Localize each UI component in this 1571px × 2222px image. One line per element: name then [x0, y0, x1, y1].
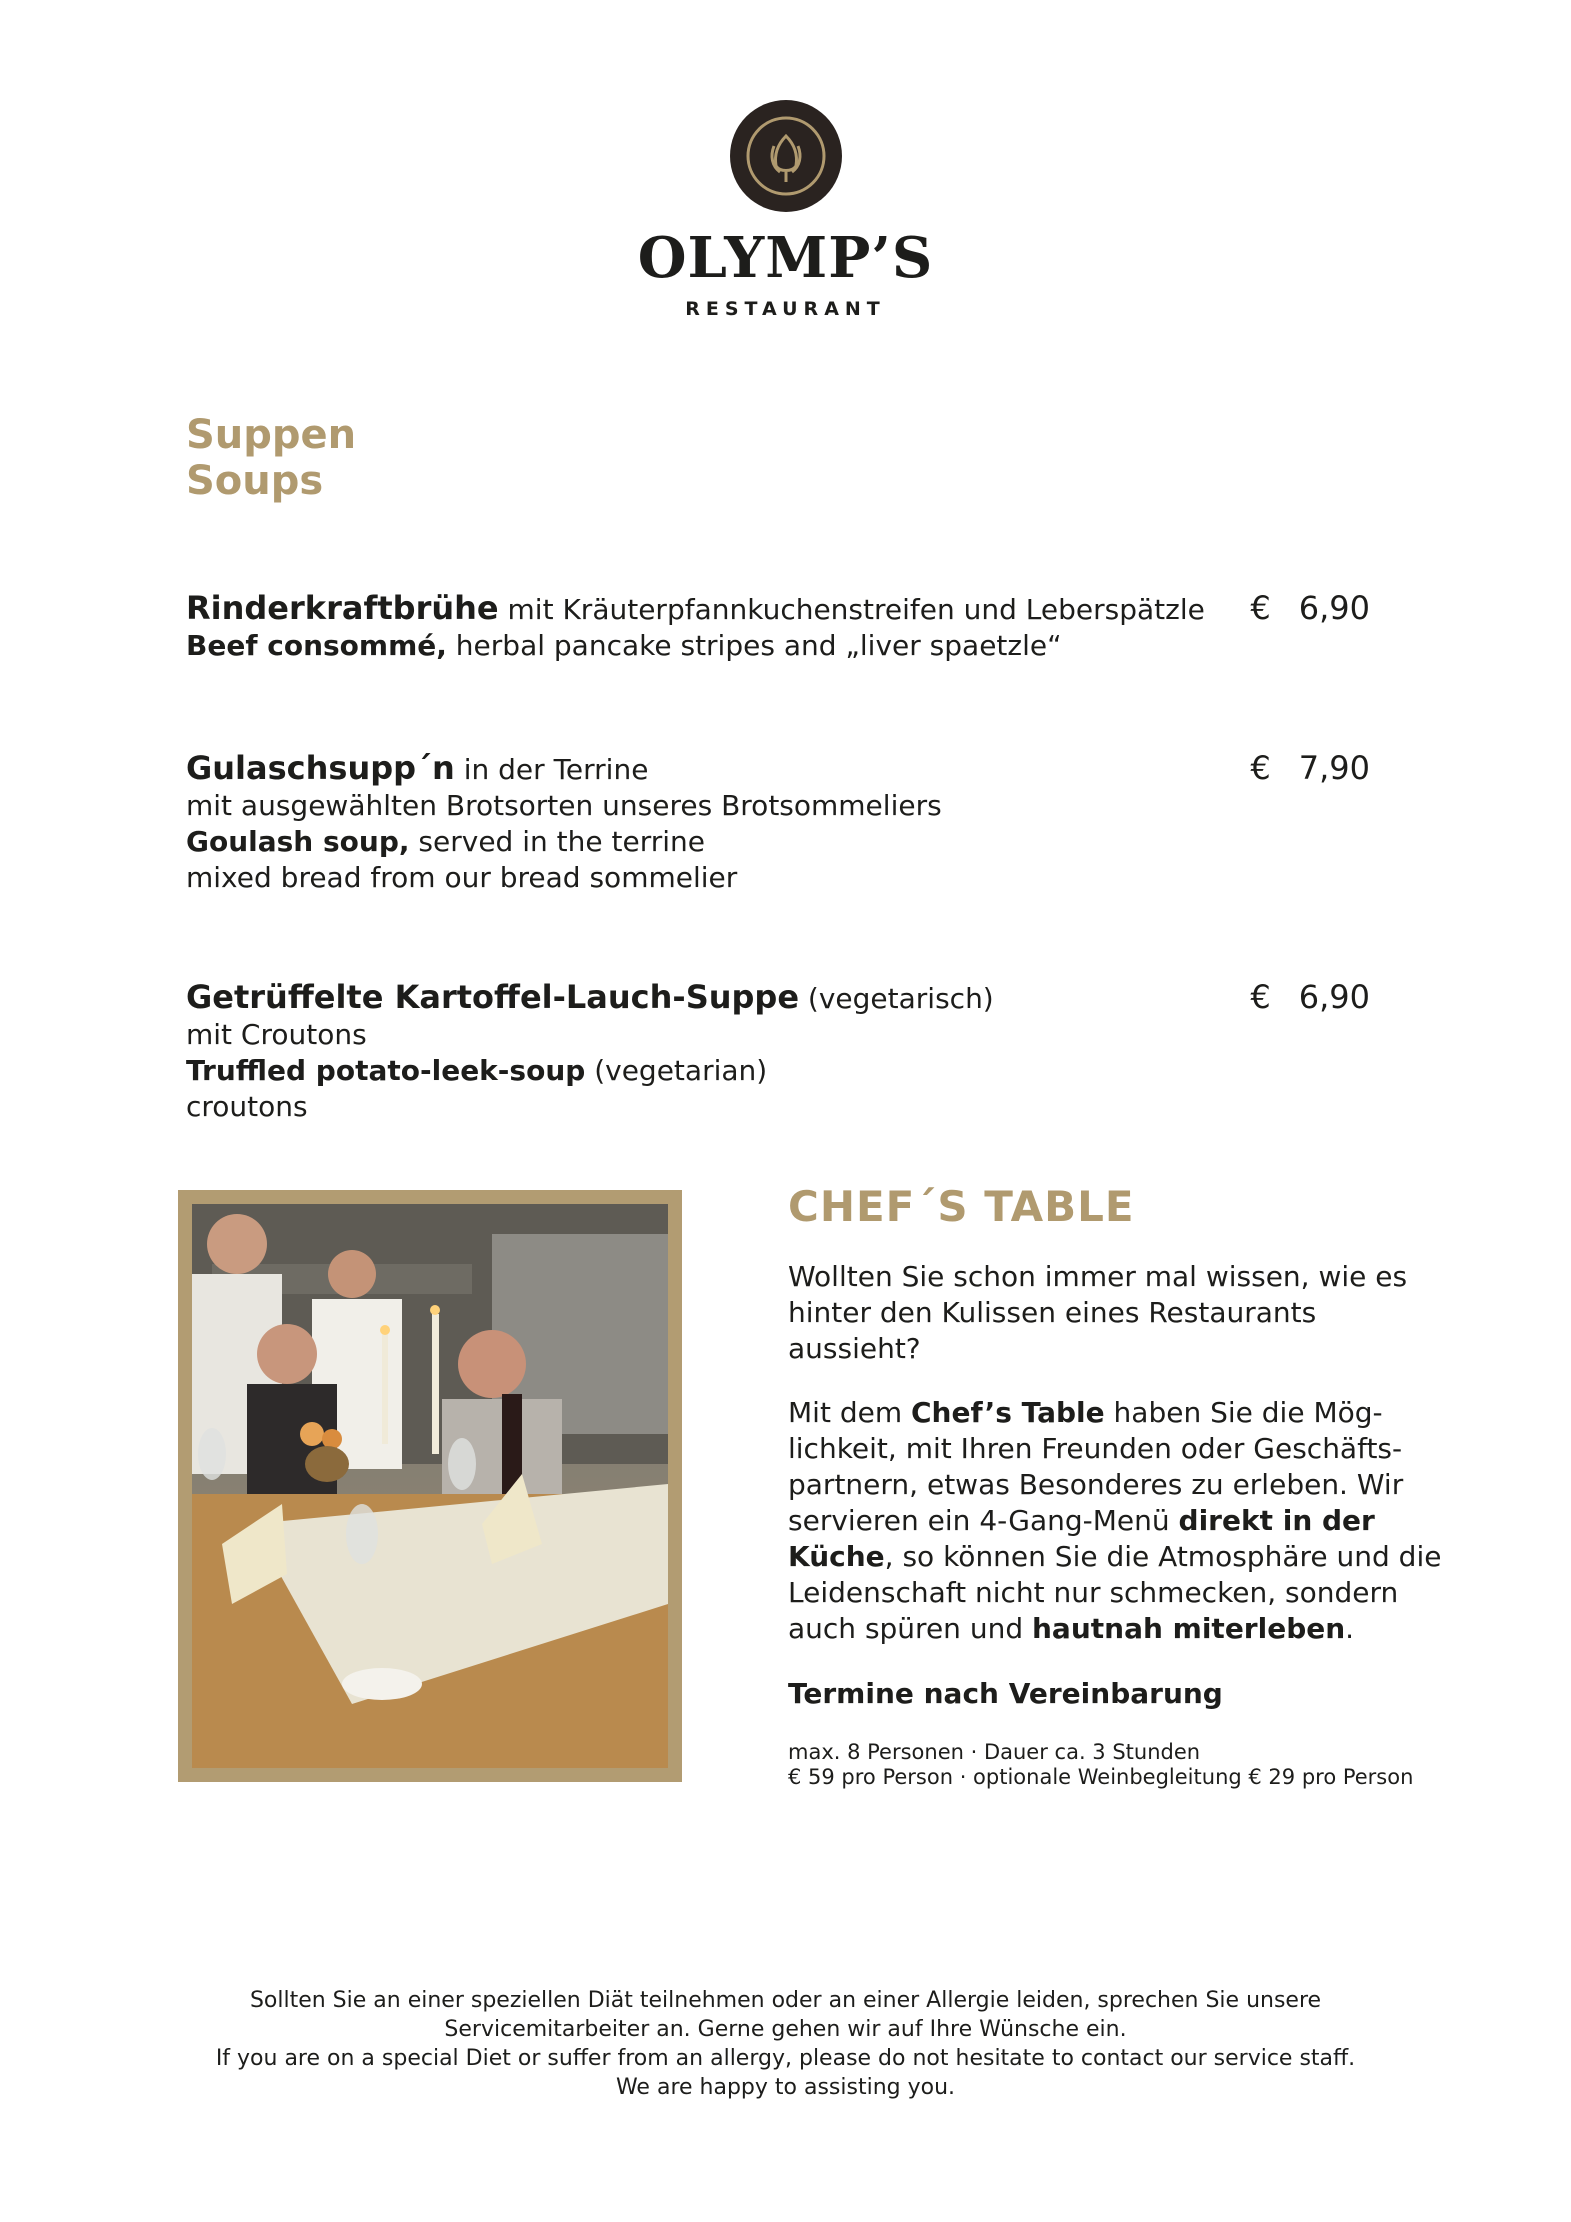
menu-item-desc-en: served in the terrine [409, 825, 705, 858]
menu-item-line [186, 1053, 1406, 1089]
currency-symbol: € [1250, 589, 1271, 627]
chefs-table-photo [192, 1204, 668, 1768]
price-value: 7,90 [1298, 749, 1370, 787]
photo-frame [178, 1190, 682, 1782]
footer-line: Sollten Sie an einer speziellen Diät teilnehmen oder an einer Allergie leiden, sprechen Sie unsere [249, 1988, 1322, 2013]
chefs-table-info-line: max. 8 Personen · Dauer ca. 3 Stunden [788, 1740, 1201, 1764]
menu-item-name-en: Beef consommé, [186, 629, 447, 662]
chefs-table-info-line: € 59 pro Person · optionale Weinbegleitung € 29 pro Person [788, 1765, 1414, 1789]
text-bold: Chef’s Table [911, 1396, 1105, 1429]
text-span: Mit dem [788, 1396, 911, 1429]
menu-item-line [186, 824, 1406, 860]
menu-item-line [186, 750, 1406, 788]
menu-item-line: mixed bread from our bread sommelier [186, 861, 738, 894]
menu-item-name-en: Goulash soup, [186, 825, 410, 858]
footer-line: Servicemitarbeiter an. Gerne gehen wir auf Ihre Wünsche ein. [444, 2017, 1127, 2042]
footer-line: If you are on a special Diet or suffer from an allergy, please do not hesitate to contact our service staff. [215, 2046, 1356, 2071]
menu-item-name: Getrüffelte Kartoffel-Lauch-Suppe [186, 978, 800, 1016]
menu-item-name: Rinderkraftbrühe [186, 589, 499, 627]
section-title [186, 412, 356, 504]
chefs-table-intro: Wollten Sie schon immer mal wissen, wie es hinter den Kulissen eines Restaurants aussieht? [788, 1260, 1408, 1365]
text-span: haben Sie die Mög-lichkeit, mit Ihren Freunden oder Geschäfts-partnern, etwas Besonderes zu erleben. Wir servieren ein 4-Gang-Menü [788, 1396, 1404, 1537]
section-title-en: Soups [186, 458, 324, 504]
chefs-table-section [788, 1182, 1448, 1790]
text-bold: hautnah miterleben [1032, 1612, 1346, 1645]
menu-item-price [1250, 750, 1370, 786]
text-span: , so können Sie die Atmosphäre und die Leidenschaft nicht nur schmecken, sondern auch spüren und [788, 1540, 1442, 1645]
menu-item-desc: (vegetarisch) [799, 982, 994, 1015]
menu-item-line [186, 590, 1406, 628]
menu-item-price [1250, 590, 1370, 626]
currency-symbol: € [1250, 978, 1271, 1016]
currency-symbol: € [1250, 749, 1271, 787]
menu-item-name-en: Truffled potato-leek-soup [186, 1054, 586, 1087]
section-title-de: Suppen [186, 412, 357, 458]
menu-item-line: mit ausgewählten Brotsorten unseres Brotsommeliers [186, 789, 942, 822]
tulip-emblem-icon [730, 100, 842, 212]
restaurant-logo [0, 100, 1571, 320]
chefs-table-description [788, 1395, 1448, 1647]
menu-item-line [186, 628, 1406, 664]
price-value: 6,90 [1298, 589, 1370, 627]
menu-item [186, 750, 1406, 896]
chefs-table-info [788, 1740, 1448, 1790]
menu-item-desc: mit Kräuterpfannkuchenstreifen und Leberspätzle [498, 593, 1205, 626]
menu-item-desc: in der Terrine [454, 753, 649, 786]
menu-item-price [1250, 979, 1370, 1015]
menu-item [186, 590, 1406, 664]
chefs-table-appointment: Termine nach Vereinbarung [788, 1677, 1223, 1710]
menu-item-desc-en: (vegetarian) [585, 1054, 768, 1087]
menu-item-name: Gulaschsupp´n [186, 749, 455, 787]
menu-item-line: croutons [186, 1090, 308, 1123]
chefs-table-title: CHEF´S TABLE [788, 1182, 1135, 1231]
menu-item-line: mit Croutons [186, 1018, 367, 1051]
menu-item-desc-en: herbal pancake stripes and „liver spaetzle“ [446, 629, 1062, 662]
menu-item [186, 979, 1406, 1125]
footer-line: We are happy to assisting you. [615, 2075, 956, 2100]
text-span: . [1345, 1612, 1355, 1645]
allergy-footer [0, 1986, 1571, 2102]
menu-item-line [186, 979, 1406, 1017]
logo-subtitle: RESTAURANT [685, 298, 886, 320]
logo-name: OLYMP’S [637, 225, 934, 291]
price-value: 6,90 [1298, 978, 1370, 1016]
text-bold: direkt in der Küche [788, 1504, 1375, 1573]
